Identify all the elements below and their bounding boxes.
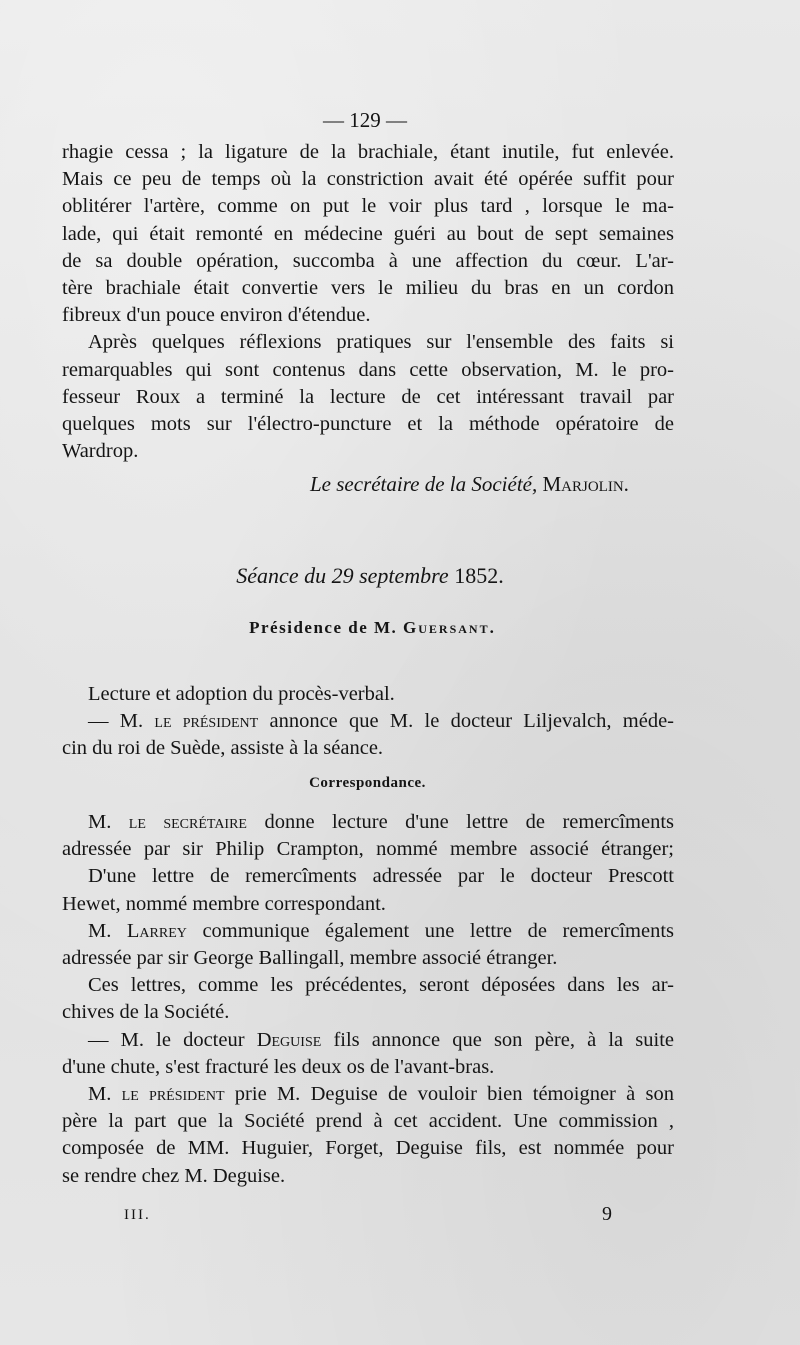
volume-mark: III.	[124, 1207, 151, 1223]
text-line	[62, 918, 674, 945]
session-year: 1852.	[454, 563, 504, 588]
president-title: le président	[154, 710, 259, 733]
text-block-correspondance	[62, 809, 674, 1190]
line-rest: fils annonce que son père, à la suite	[333, 1028, 675, 1051]
text-line: fesseur Roux a terminé la lecture de cet intéressant travail par	[62, 385, 674, 408]
text-line: cin du roi de Suède, assiste à la séance.	[62, 737, 384, 760]
text-line: Wardrop.	[62, 440, 139, 463]
president-title: le président	[121, 1083, 225, 1106]
line-rest: communique également une lettre de remercîments	[202, 919, 675, 942]
text-line: Après quelques réflexions pratiques sur l'ensemble des faits si	[88, 331, 674, 354]
correspondance-heading: Correspondance.	[309, 775, 426, 791]
text-line: chives de la Société.	[62, 1001, 230, 1024]
text-line: lade, qui était remonté en médecine guéri au bout de sept semaines	[62, 222, 674, 245]
text-line: remarquables qui sont contenus dans cette observation, M. le pro-	[62, 358, 674, 381]
text-line: d'une chute, s'est fracturé les deux os de l'avant-bras.	[62, 1055, 495, 1078]
line-lead: — M. le docteur	[88, 1028, 245, 1051]
line-rest: donne lecture d'une lettre de remercîments	[264, 811, 675, 833]
signature-name: Marjolin.	[542, 472, 629, 496]
secretary-signature	[310, 472, 629, 497]
text-line: Ces lettres, comme les précédentes, seront déposées dans les ar-	[88, 974, 674, 997]
text-line: tère brachiale était convertie vers le milieu du bras en un cordon	[62, 277, 674, 300]
line-lead: M.	[88, 811, 112, 833]
text-line	[62, 809, 674, 836]
presidency-label: Présidence de M.	[249, 618, 398, 637]
line-rest: prie M. Deguise de vouloir bien témoigner à son	[234, 1083, 675, 1106]
text-line: de sa double opération, succomba à une affection du cœur. L'ar-	[62, 249, 674, 272]
text-block-minutes	[62, 681, 674, 763]
line-lead: M.	[88, 1083, 112, 1106]
page-number: — 129 —	[323, 108, 407, 132]
text-line	[62, 708, 674, 735]
text-block-top	[62, 139, 674, 465]
signature-text: Le secrétaire de la Société,	[310, 472, 538, 496]
text-line	[62, 1027, 674, 1054]
line-lead: M.	[88, 919, 112, 942]
text-line: rhagie cessa ; la ligature de la brachiale, étant inutile, fut enlevée.	[62, 141, 674, 163]
text-line: Hewet, nommé membre correspondant.	[62, 892, 386, 915]
text-line: oblitérer l'artère, comme on put le voir plus tard , lorsque le ma-	[62, 195, 674, 218]
text-line: se rendre chez M. Deguise.	[62, 1164, 286, 1187]
secretary-title: le secrétaire	[128, 811, 247, 833]
session-heading	[0, 563, 740, 589]
text-line: Mais ce peu de temps où la constriction avait été opérée suffit pour	[62, 168, 674, 191]
larrey-name: Larrey	[126, 919, 187, 942]
text-line: adressée par sir George Ballingall, membre associé étranger.	[62, 947, 558, 970]
presidency-name: Guersant.	[403, 618, 496, 637]
text-line: Lecture et adoption du procès-verbal.	[88, 683, 395, 705]
text-line: père la part que la Société prend à cet accident. Une commission ,	[62, 1110, 674, 1133]
session-label: Séance du 29 septembre	[236, 563, 449, 588]
text-line	[62, 1081, 674, 1108]
line-rest: annonce que M. le docteur Liljevalch, méde-	[269, 710, 675, 733]
text-line: fibreux d'un pouce environ d'étendue.	[62, 304, 371, 327]
presidency-line	[0, 618, 745, 638]
text-line: quelques mots sur l'électro-puncture et la méthode opératoire de	[62, 413, 674, 436]
text-line: adressée par sir Philip Crampton, nommé membre associé étranger;	[62, 838, 674, 861]
line-lead: — M.	[88, 710, 144, 733]
text-line: composée de MM. Huguier, Forget, Deguise fils, est nommée pour	[62, 1137, 674, 1160]
signature-mark: 9	[602, 1203, 612, 1225]
deguise-name: Deguise	[256, 1028, 322, 1051]
text-line: D'une lettre de remercîments adressée par le docteur Prescott	[88, 865, 674, 888]
